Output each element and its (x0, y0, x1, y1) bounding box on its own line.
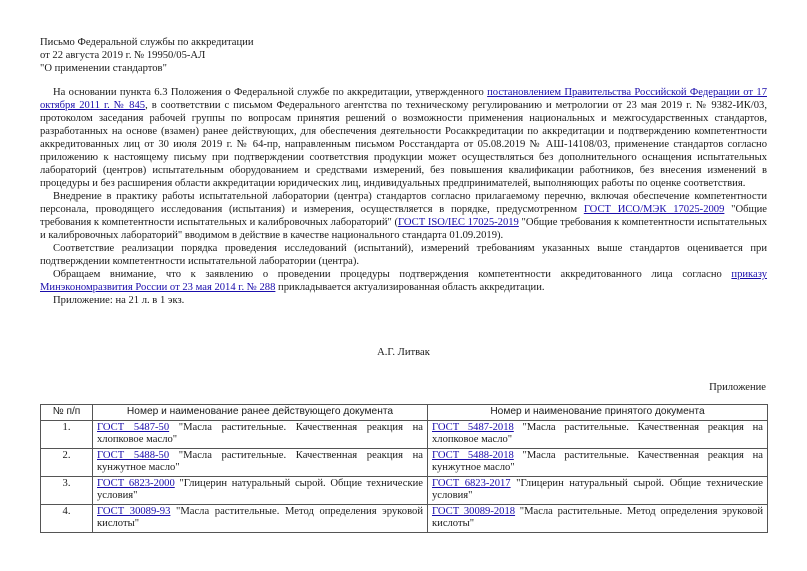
paragraph-1-text-a: На основании пункта 6.3 Положения о Федеральной службе по аккредитации, утвержденного (53, 87, 488, 98)
table-row (41, 420, 768, 448)
paragraph-3-text: Соответствие реализации порядка проведения исследований (испытаний), измерений требованиям указанных выше стандартов оценивается при подтверждении компетентности испытательной лаборатории (центра). (40, 243, 767, 267)
new-document-cell (428, 476, 768, 504)
standards-table (40, 404, 768, 533)
paragraph-5 (40, 294, 767, 307)
old-document-cell (93, 504, 428, 532)
old-standard-title: "Глицерин натуральный сырой. Общие технические условия" (97, 477, 423, 501)
new-standard-link[interactable]: ГОСТ 5487-2018 (432, 421, 514, 433)
old-standard-title: "Масла растительные. Качественная реакция на кунжутное масло" (97, 449, 423, 473)
paragraph-4-text-a: Обращаем внимание, что к заявлению о проведении процедуры подтверждения компетентности аккредитованного лица согласно (53, 269, 732, 280)
old-standard-link[interactable]: ГОСТ 30089-93 (97, 505, 171, 517)
header-line-2: от 22 августа 2019 г. № 19950/05-АЛ (40, 50, 206, 61)
old-standard-link[interactable]: ГОСТ 6823-2000 (97, 477, 175, 489)
paragraph-3 (40, 242, 767, 268)
new-standard-link[interactable]: ГОСТ 5488-2018 (432, 449, 514, 461)
table-row (41, 504, 768, 532)
document-body (40, 86, 767, 307)
paragraph-2-text-c: "Общие требования к компетентности испытательных и калибровочных лабораторий" вводимом в действие в качестве национального стандарта 01.09.2019). (40, 217, 767, 241)
paragraph-2 (40, 190, 767, 242)
row-number: 4. (41, 504, 93, 532)
paragraph-4-text-b: прикладывается актуализированная область аккредитации. (275, 282, 545, 293)
paragraph-2-text-a: Внедрение в практику работы испытательной лаборатории (центра) стандартов согласно прилагаемому перечню, включая обеспечение компетентности персонала, проводящего исследования (испытания) и измерения, осуществляется в порядке, предусмотренном (40, 191, 767, 215)
row-number: 1. (41, 420, 93, 448)
table-row (41, 476, 768, 504)
header-line-1: Письмо Федеральной службы по аккредитации (40, 37, 254, 48)
paragraph-1-text-b: , в соответствии с письмом Федерального агентства по техническому регулированию и метрологии от 23 мая 2019 г. № 9382-ИК/03, протоколом заседания рабочей группы по вопросам принятия решений о возможности применения национальных и межгосударственных стандартов, разработанных на основе (взамен) ранее действующих, для обеспечения деятельности Росаккредитации по аккредитации и подтверждению компетентности аккредитованных лиц от 30 июля 2019 г. № 64-пр, направленным письмом Росстандарта от 05.08.2019 № АШ-14108/03, применение стандартов согласно приложению к настоящему письму при подтверждении соответствия продукции может осуществляться без дополнительного оснащения испытательных лабораторий (центров) испытательным оборудованием и средствами измерений, без повышения квалификации работников, без внесения изменений в процедуры и без расширения области аккредитации юридических лиц, индивидуальных предпринимателей, выполняющих работы по оценке соответствия. (40, 100, 767, 189)
new-document-cell (428, 448, 768, 476)
new-document-cell (428, 420, 768, 448)
document-header (40, 36, 440, 75)
new-standard-link[interactable]: ГОСТ 30089-2018 (432, 505, 516, 517)
new-standard-title: "Масла растительные. Качественная реакция на кунжутное масло" (432, 449, 763, 473)
header-line-3: "О применении стандартов" (40, 63, 167, 74)
header-number: № п/п (41, 405, 93, 421)
new-standard-title: "Масла растительные. Метод определения эруковой кислоты" (432, 505, 763, 529)
row-number: 2. (41, 448, 93, 476)
old-standard-link[interactable]: ГОСТ 5487-50 (97, 421, 170, 433)
header-new-document: Номер и наименование принятого документа (428, 405, 768, 421)
ministry-order-link[interactable]: приказу Минэкономразвития России от 23 мая 2014 г. № 288 (40, 269, 767, 293)
gost-iso-iec-17025-2019-link[interactable]: ГОСТ ISO/IEC 17025-2019 (398, 217, 519, 228)
new-document-cell (428, 504, 768, 532)
paragraph-1 (40, 86, 767, 190)
row-number: 3. (41, 476, 93, 504)
attachment-note: Приложение: на 21 л. в 1 экз. (53, 295, 185, 306)
paragraph-2-text-b: "Общие требования к компетентности испытательных и калибровочных лабораторий" ( (40, 204, 768, 228)
old-document-cell (93, 448, 428, 476)
old-document-cell (93, 420, 428, 448)
table-header-row (41, 405, 768, 421)
old-standard-title: "Масла растительные. Метод определения эруковой кислоты" (97, 505, 423, 529)
header-old-document: Номер и наименование ранее действующего документа (93, 405, 428, 421)
old-standard-link[interactable]: ГОСТ 5488-50 (97, 449, 170, 461)
paragraph-4 (40, 268, 767, 294)
new-standard-title: "Масла растительные. Качественная реакция на хлопковое масло" (432, 421, 763, 445)
signature: А.Г. Литвак (377, 347, 430, 358)
new-standard-link[interactable]: ГОСТ 6823-2017 (432, 477, 511, 489)
table-row (41, 448, 768, 476)
appendix-label: Приложение (709, 382, 766, 393)
old-standard-title: "Масла растительные. Качественная реакция на хлопковое масло" (97, 421, 423, 445)
government-decree-link[interactable]: постановлением Правительства Российской Федерации от 17 октября 2011 г. № 845 (40, 87, 767, 111)
gost-iso-iec-17025-2009-link[interactable]: ГОСТ ИСО/МЭК 17025-2009 (583, 204, 725, 215)
new-standard-title: "Глицерин натуральный сырой. Общие технические условия" (432, 477, 763, 501)
old-document-cell (93, 476, 428, 504)
